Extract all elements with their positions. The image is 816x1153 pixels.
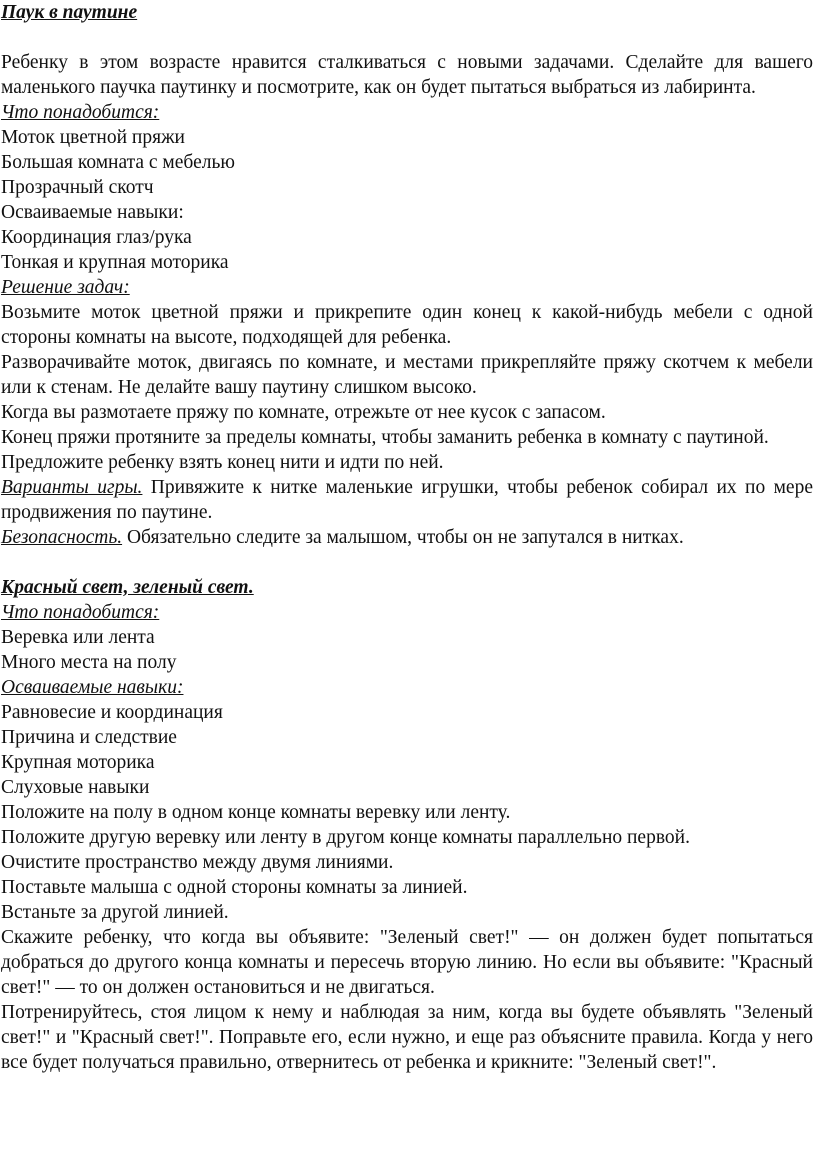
solution-heading: Решение задач: <box>1 277 130 298</box>
skills-item: Равновесие и координация <box>1 702 223 723</box>
intro-paragraph: Ребенку в этом возрасте нравится сталкиваться с новыми задачами. Сделайте для вашего маленького паучка паутинку и посмотрите, как он будет пытаться выбраться из лабиринта. <box>1 52 813 98</box>
needs-item: Веревка или лента <box>1 627 155 648</box>
step-paragraph: Положите на полу в одном конце комнаты веревку или ленту. <box>1 802 511 823</box>
skills-item: Слуховые навыки <box>1 777 150 798</box>
step-paragraph: Конец пряжи протяните за пределы комнаты, чтобы заманить ребенка в комнату с паутиной. <box>1 427 769 448</box>
needs-item: Большая комната с мебелью <box>1 152 235 173</box>
skills-item: Координация глаз/рука <box>1 227 192 248</box>
variants-paragraph <box>1 475 813 525</box>
step-paragraph: Когда вы размотаете пряжу по комнате, отрежьте от нее кусок с запасом. <box>1 402 606 423</box>
skills-heading: Осваиваемые навыки: <box>1 677 184 698</box>
section-title-spider-web: Паук в паутине <box>1 2 138 23</box>
section-spacer <box>1 550 813 575</box>
safety-paragraph <box>1 525 813 550</box>
step-paragraph: Поставьте малыша с одной стороны комнаты за линией. <box>1 877 468 898</box>
variants-text: Привяжите к нитке маленькие игрушки, чтобы ребенок собирал их по мере продвижения по паутине. <box>1 477 813 523</box>
safety-text: Обязательно следите за малышом, чтобы он не запутался в нитках. <box>122 527 684 548</box>
needs-item: Моток цветной пряжи <box>1 127 185 148</box>
needs-item: Много места на полу <box>1 652 177 673</box>
skills-item: Причина и следствие <box>1 727 177 748</box>
skills-label: Осваиваемые навыки: <box>1 202 184 223</box>
skills-item: Тонкая и крупная моторика <box>1 252 229 273</box>
section-title-red-green-light: Красный свет, зеленый свет. <box>1 577 254 598</box>
step-paragraph: Положите другую веревку или ленту в другом конце комнаты параллельно первой. <box>1 827 690 848</box>
step-paragraph: Встаньте за другой линией. <box>1 902 229 923</box>
variants-label: Варианты игры. <box>1 477 143 498</box>
needs-heading: Что понадобится: <box>1 102 160 123</box>
step-paragraph: Предложите ребенку взять конец нити и идти по ней. <box>1 452 444 473</box>
step-paragraph: Возьмите моток цветной пряжи и прикрепите один конец к какой-нибудь мебели с одной стороны комнаты на высоте, подходящей для ребенка. <box>1 302 813 348</box>
safety-label: Безопасность. <box>1 527 123 548</box>
rules-paragraph: Скажите ребенку, что когда вы объявите: "Зеленый свет!" — он должен будет попытаться добраться до другого конца комнаты и пересечь вторую линию. Но если вы объявите: "Красный свет!" — то он должен остановиться и не двигаться. <box>1 927 813 998</box>
skills-item: Крупная моторика <box>1 752 155 773</box>
step-paragraph: Разворачивайте моток, двигаясь по комнате, и местами прикрепляйте пряжу скотчем к мебели или к стенам. Не делайте вашу паутину слишком высоко. <box>1 352 813 398</box>
needs-item: Прозрачный скотч <box>1 177 154 198</box>
step-paragraph: Очистите пространство между двумя линиями. <box>1 852 394 873</box>
practice-paragraph: Потренируйтесь, стоя лицом к нему и наблюдая за ним, когда вы будете объявлять "Зеленый свет!" и "Красный свет!". Поправьте его, если нужно, и еще раз объясните правила. Когда у него все будет получаться правильно, отвернитесь от ребенка и крикните: "Зеленый свет!". <box>1 1002 813 1073</box>
needs-heading: Что понадобится: <box>1 602 160 623</box>
